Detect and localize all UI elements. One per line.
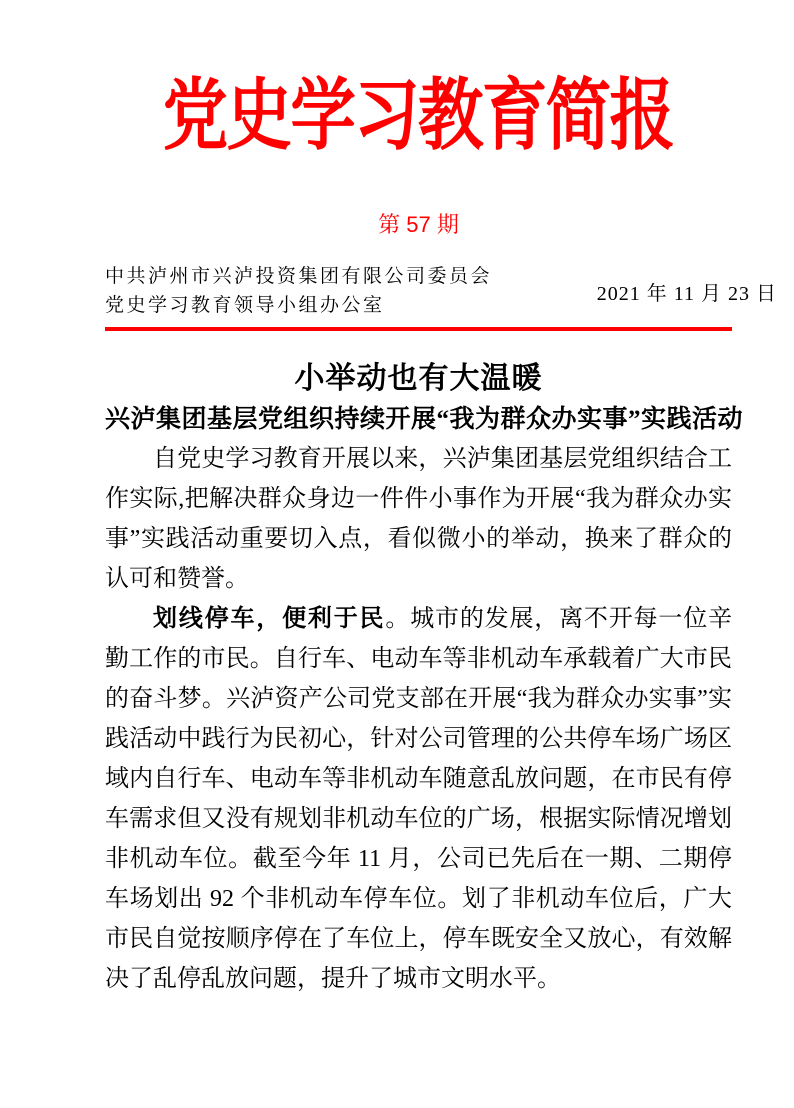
article-body [105,439,732,999]
paragraph [105,439,732,599]
header-row [105,262,777,320]
paragraph-text: 。城市的发展，离不开每一位辛勤工作的市民。自行车、电动车等非机动车承载着广大市民的奋斗梦。兴泸资产公司党支部在开展“我为群众办实事”实践活动中践行为民初心，针对公司管理的公共停车场广场区域内自行车、电动车等非机动车随意乱放问题，在市民有停车需求但又没有规划非机动车位的广场，根据实际情况增划非机动车位。截至今年 11 月，公司已先后在一期、二期停车场划出 92 个非机动车停车位。划了非机动车位后，广大市民自觉按顺序停在了车位上，停车既安全又放心，有效解决了乱停乱放问题，提升了城市文明水平。 [105,606,733,992]
article-title: 小举动也有大温暖 [294,362,543,395]
issue-number: 第 57 期 [378,212,459,237]
org-name-line-1: 中共泸州市兴泸投资集团有限公司委员会 [105,266,493,287]
page-content [105,0,777,999]
paragraph [105,599,732,999]
article-subtitle: 兴泸集团基层党组织持续开展“我为群众办实事”实践活动 [105,406,744,433]
issue-date: 2021 年 11 月 23 日 [596,282,777,305]
red-divider [105,327,732,331]
paragraph-text: 自党史学习教育开展以来，兴泸集团基层党组织结合工作实际,把解决群众身边一件件小事作为开展“我为群众办实事”实践活动重要切入点，看似微小的举动，换来了群众的认可和赞誉。 [105,446,732,592]
org-name-block [105,262,492,320]
masthead-title: 党史学习教育简报 [163,72,674,159]
masthead [105,0,732,184]
org-name-line-2: 党史学习教育领导小组办公室 [105,295,385,316]
paragraph-lead: 划线停车，便利于民 [153,605,386,632]
